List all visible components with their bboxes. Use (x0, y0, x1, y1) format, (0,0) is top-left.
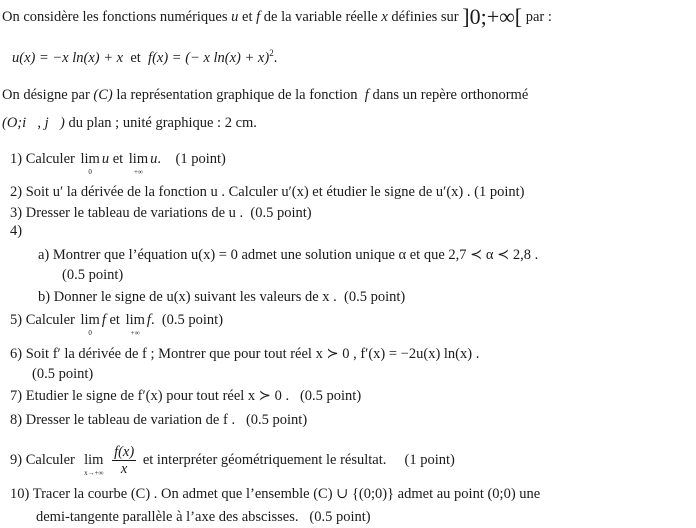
question-number: 3) (10, 205, 23, 221)
question-text: demi-tangente parallèle à l’axe des abscisses. (36, 509, 299, 525)
points-label: (1 point) (404, 451, 455, 468)
question-3 (10, 204, 312, 222)
points-label: (0.5 point) (299, 388, 362, 404)
points-label: (1 point) (474, 184, 525, 200)
symbol-f: f (364, 87, 369, 103)
limit-body: f (101, 312, 106, 328)
points-label: (0.5 point) (32, 366, 94, 382)
limit-expression: lim 0 (80, 150, 99, 174)
points-label: (0.5 point) (344, 289, 406, 305)
word-et: et (242, 9, 253, 25)
limit-subscript: +∞ (133, 168, 143, 176)
question-text: Dresser le tableau de variation de f . (25, 412, 236, 428)
limit-expression: lim +∞ (129, 150, 148, 174)
question-text: Soit u′ la dérivée de la fonction u . Calculer u′(x) et étudier le signe de u′(x) . (25, 184, 471, 200)
question-4a-points (62, 266, 123, 284)
fraction (112, 444, 136, 477)
question-10 (10, 485, 540, 503)
question-text: et interpréter géométriquement le résultat. (142, 451, 387, 468)
question-number: 4) (10, 223, 23, 239)
intro-text: du plan ; unité graphique : 2 cm. (68, 115, 257, 131)
question-number: 10) (10, 486, 30, 502)
question-text: Calculer (25, 451, 75, 468)
question-8 (10, 411, 307, 429)
repere: (O;i⃗, j⃗) (2, 115, 65, 131)
fraction-denominator: x (120, 461, 128, 477)
question-text: Calculer (25, 151, 75, 167)
symbol-u: u (231, 9, 239, 25)
question-number: 5) (10, 312, 23, 328)
points-label: (1 point) (175, 151, 226, 167)
limit-body: f (146, 312, 151, 328)
limit-subscript: 0 (88, 329, 92, 337)
question-text: Tracer la courbe (C) . On admet que l’ensemble (C) ∪ {(0;0)} admet au point (0;0) une (32, 486, 541, 502)
points-label: (0.5 point) (250, 205, 312, 221)
question-9 (10, 444, 455, 477)
limit-expression: lim +∞ (126, 311, 145, 335)
definitions-line (12, 44, 277, 67)
intro-text: la représentation graphique de la fonction (116, 87, 358, 103)
question-4 (10, 222, 22, 240)
question-6 (10, 345, 479, 363)
word-et: et (130, 49, 141, 66)
question-number: 2) (10, 184, 23, 200)
interval: ]0;+∞[ (462, 4, 523, 29)
points-label: (0.5 point) (161, 312, 224, 328)
intro-line-1 (2, 4, 552, 29)
question-text: Dresser le tableau de variations de u . (25, 205, 244, 221)
symbol-x: x (381, 9, 388, 25)
limit-expression: lim 0 (80, 311, 99, 335)
question-4b (38, 288, 405, 306)
question-10-line-2 (36, 508, 371, 526)
question-7 (10, 387, 361, 405)
intro-text: définies sur (391, 9, 459, 25)
question-6-points (32, 365, 93, 383)
question-text: Donner le signe de u(x) suivant les valeurs de x . (53, 289, 337, 305)
points-label: (0.5 point) (309, 509, 371, 525)
points-label: (0.5 point) (62, 267, 124, 283)
question-number: 6) (10, 346, 23, 362)
question-5 (10, 311, 223, 335)
intro-line-4 (2, 114, 257, 132)
points-label: (0.5 point) (245, 412, 308, 428)
question-number: a) (38, 247, 50, 263)
word-et: et (112, 151, 124, 167)
punct: . (157, 151, 161, 167)
question-2 (10, 183, 524, 201)
word-et: et (109, 312, 120, 328)
limit-subscript: +∞ (130, 329, 140, 337)
limit-subscript: 0 (88, 168, 92, 176)
question-number: b) (38, 289, 51, 305)
intro-text: de la variable réelle (263, 9, 378, 25)
intro-text: dans un repère orthonormé (372, 87, 529, 103)
intro-text: On désigne par (2, 87, 90, 103)
limit-expression (84, 451, 103, 475)
limit-subscript: x→+∞ (84, 468, 104, 477)
punct: . (150, 312, 155, 328)
question-text: Etudier le signe de f′(x) pour tout réel x ≻ 0 . (25, 388, 290, 404)
symbol-f: f (256, 9, 261, 25)
curve-C: (C) (93, 87, 113, 103)
question-text: Calculer (25, 312, 75, 328)
limit-body: u (101, 151, 110, 167)
def-end: . (273, 49, 278, 66)
question-number: 7) (10, 388, 23, 404)
def-u: u(x) = −x ln(x) + x (12, 49, 124, 66)
intro-line-3 (2, 86, 528, 104)
intro-text: On considère les fonctions numériques (2, 9, 228, 25)
question-text: Soit f′ la dérivée de f ; Montrer que pour tout réel x ≻ 0 , f′(x) = −2u(x) ln(x) . (25, 346, 480, 362)
intro-text: par : (525, 9, 552, 25)
def-f: f(x) = (− x ln(x) + x) (148, 49, 270, 66)
fraction-numerator: f(x) (114, 444, 135, 460)
question-text: Montrer que l’équation u(x) = 0 admet une solution unique α et que 2,7 ≺ α ≺ 2,8 . (52, 247, 539, 263)
question-number: 9) (10, 451, 23, 468)
question-4a (38, 246, 538, 264)
question-number: 1) (10, 151, 23, 167)
lim-word: lim (84, 451, 104, 468)
question-number: 8) (10, 412, 23, 428)
limit-body: u (150, 151, 158, 167)
question-1 (10, 150, 226, 174)
def-f-exponent: 2 (269, 48, 274, 58)
